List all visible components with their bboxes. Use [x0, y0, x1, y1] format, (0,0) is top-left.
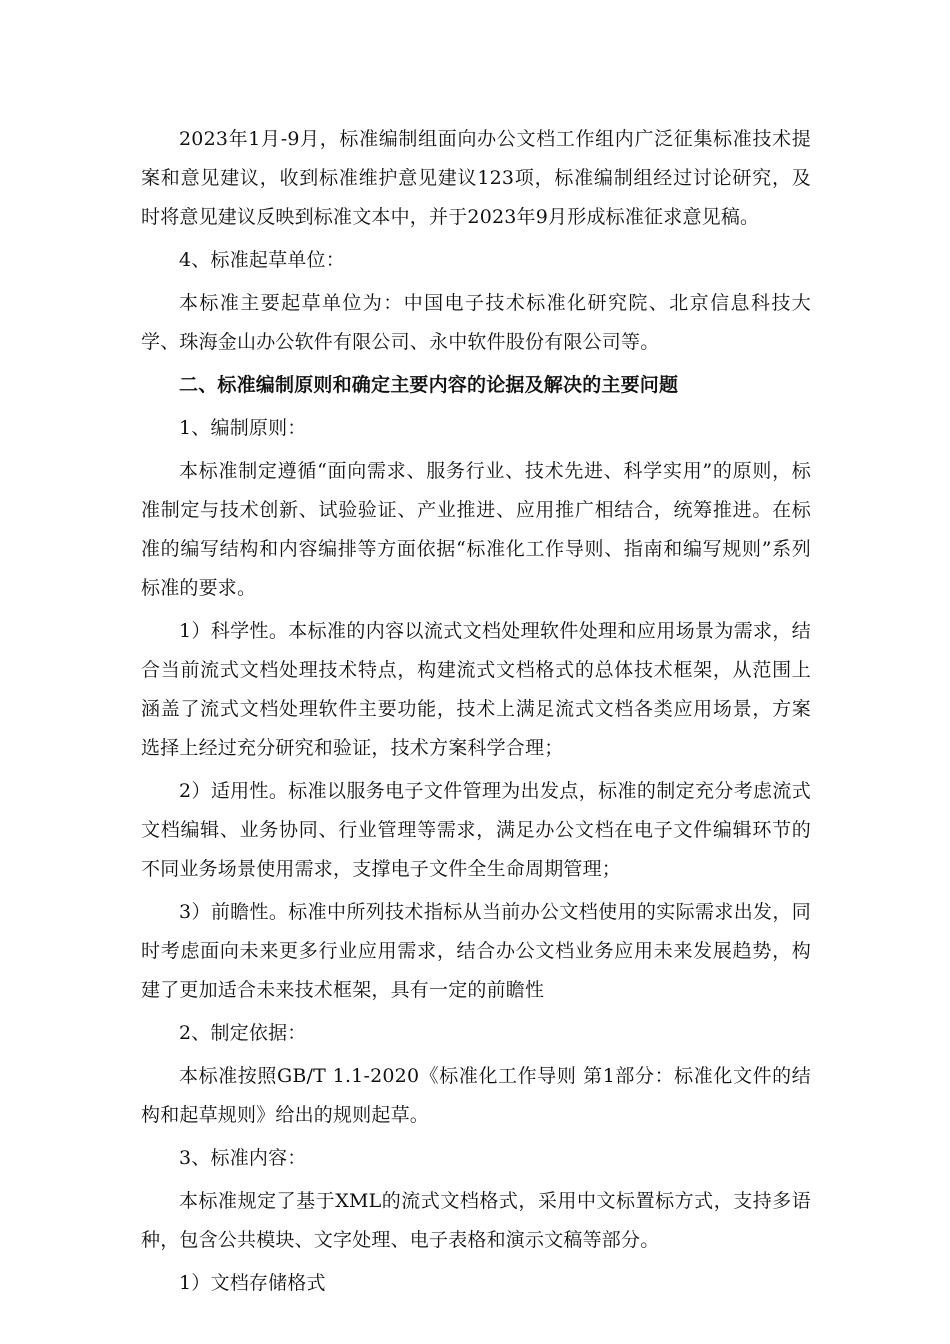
paragraph-scientificity: 1）科学性。本标准的内容以流式文档处理软件处理和应用场景为需求，结合当前流式文档处理技术特点，构建流式文档格式的总体技术框架，从范围上涵盖了流式文档处理软件主要功能，技术上满足流式文档各类应用场景，方案选择上经过充分研究和验证，技术方案科学合理；	[141, 620, 811, 759]
paragraph-drafting-units: 本标准主要起草单位为：中国电子技术标准化研究院、北京信息科技大学、珠海金山办公软件有限公司、永中软件股份有限公司等。	[141, 292, 811, 353]
paragraph-applicability: 2）适用性。标准以服务电子文件管理为出发点，标准的制定充分考虑流式文档编辑、业务协同、行业管理等需求，满足办公文档在电子文件编辑环节的不同业务场景使用需求，支撑电子文件全生命周期管理；	[141, 780, 811, 880]
subheading-basis: 2、制定依据：	[179, 1022, 307, 1044]
paragraph-basis: 本标准按照GB/T 1.1-2020《标准化工作导则 第1部分：标准化文件的结构和起草规则》给出的规则起草。	[141, 1065, 811, 1126]
section-heading-principles: 二、标准编制原则和确定主要内容的论据及解决的主要问题	[179, 374, 679, 396]
paragraph-principles: 本标准制定遵循“面向需求、服务行业、技术先进、科学实用”的原则，标准制定与技术创新、试验验证、产业推进、应用推广相结合，统筹推进。在标准的编写结构和内容编排等方面依据“标准化工作导则、指南和编写规则”系列标准的要求。	[141, 460, 811, 599]
subheading-compilation-principles: 1、编制原则：	[179, 417, 307, 439]
subheading-storage-format: 1）文档存储格式	[179, 1272, 326, 1294]
document-body	[141, 120, 811, 1303]
section-drafting-units: 4、标准起草单位：	[179, 249, 345, 271]
paragraph-timeline: 2023年1月-9月，标准编制组面向办公文档工作组内广泛征集标准技术提案和意见建议，收到标准维护意见建议123项，标准编制组经过讨论研究，及时将意见建议反映到标准文本中，并于2023年9月形成标准征求意见稿。	[141, 128, 811, 228]
paragraph-content: 本标准规定了基于XML的流式文档格式，采用中文标置标方式，支持多语种，包含公共模块、文字处理、电子表格和演示文稿等部分。	[141, 1190, 811, 1251]
subheading-content: 3、标准内容：	[179, 1147, 307, 1169]
paragraph-foresight: 3）前瞻性。标准中所列技术指标从当前办公文档使用的实际需求出发，同时考虑面向未来更多行业应用需求，结合办公文档业务应用未来发展趋势，构建了更加适合未来技术框架，具有一定的前瞻性	[141, 901, 811, 1001]
